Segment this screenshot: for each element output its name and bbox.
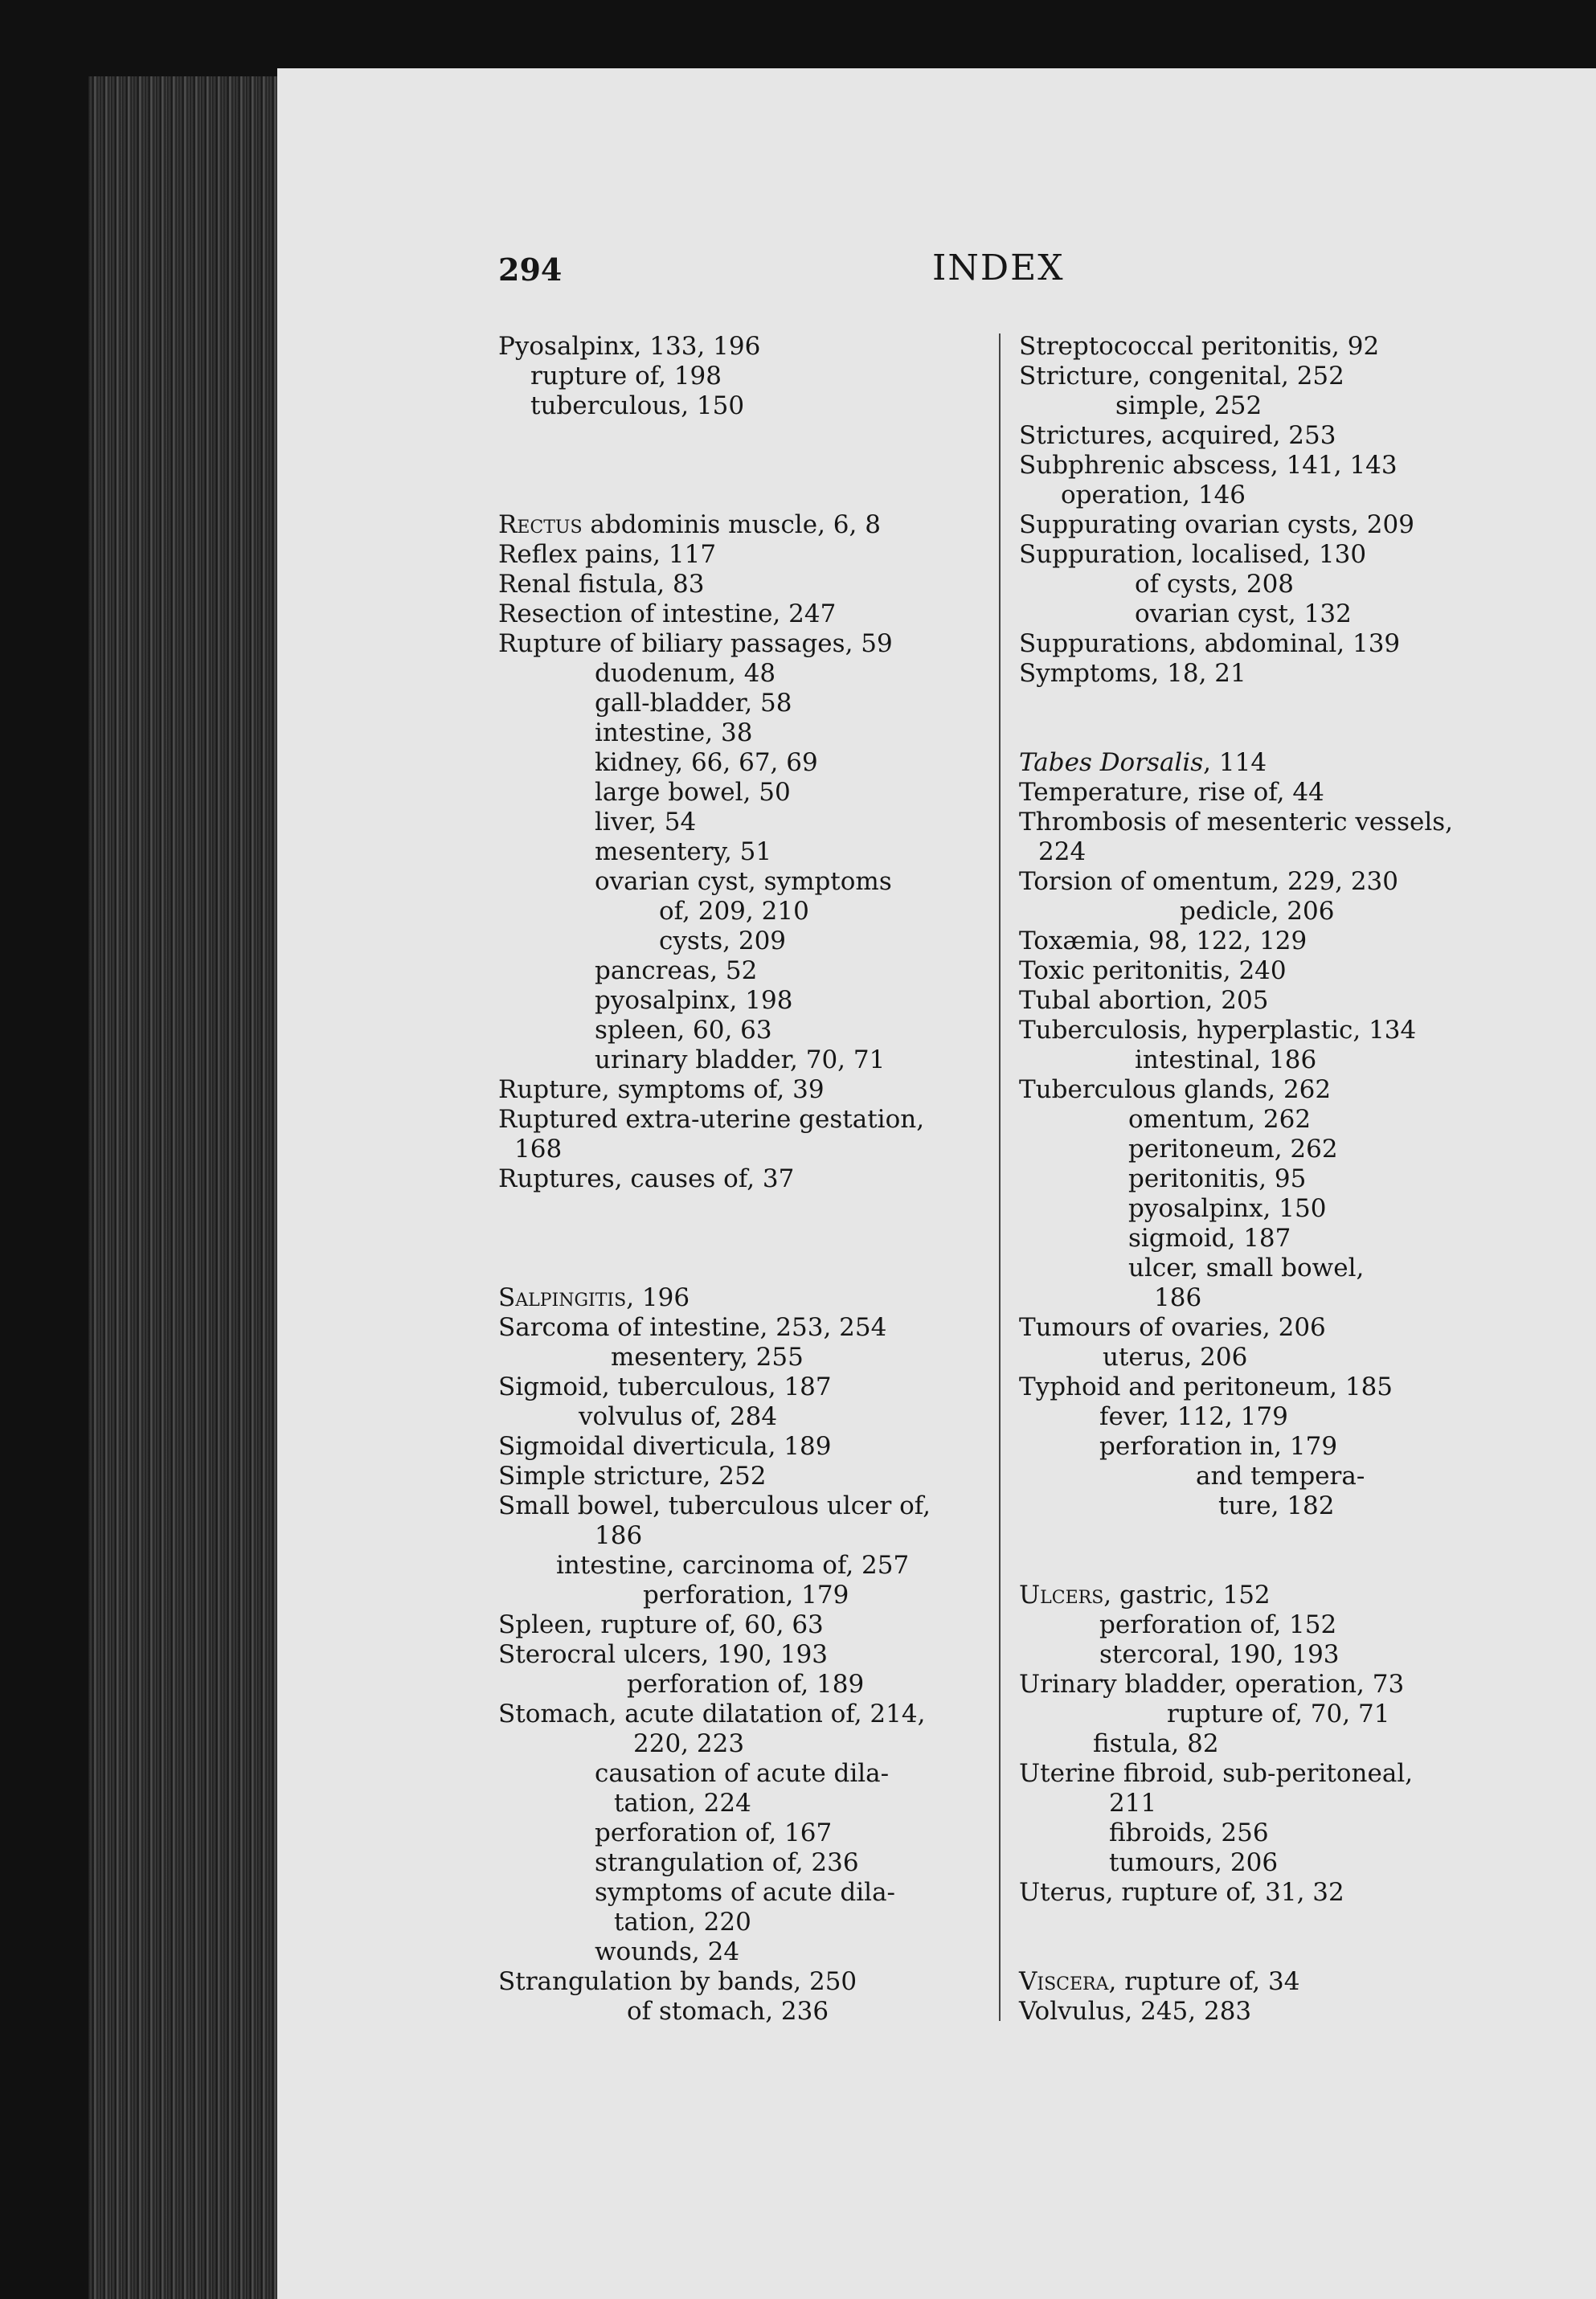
index-column-left [498, 332, 931, 2027]
index-entry: and tempera- [1196, 1462, 1365, 1491]
index-entry: Ruptures, causes of, 37 [498, 1164, 795, 1193]
index-entry: Salpingitis, 196 [498, 1283, 690, 1312]
index-entry [1019, 1937, 1453, 1967]
index-entry: Sarcoma of intestine, 253, 254 [498, 1313, 887, 1342]
index-entry: Strangulation by bands, 250 [498, 1967, 857, 1996]
index-entry: peritoneum, 262 [1128, 1135, 1338, 1164]
index-entry [498, 481, 931, 510]
index-entry: Uterine fibroid, sub-peritoneal, [1019, 1759, 1414, 1788]
index-entry: 211 [1109, 1789, 1157, 1818]
index-entry: Thrombosis of mesenteric vessels, [1019, 808, 1454, 837]
index-entry: 168 [514, 1135, 563, 1164]
index-entry: intestinal, 186 [1135, 1045, 1317, 1074]
index-entry: 186 [1154, 1283, 1202, 1312]
index-entry: uterus, 206 [1103, 1343, 1248, 1372]
index-entry: Ruptured extra-uterine gestation, [498, 1105, 925, 1134]
index-entry: Tumours of ovaries, 206 [1019, 1313, 1326, 1342]
index-entry: tumours, 206 [1109, 1848, 1279, 1877]
index-entry: pyosalpinx, 150 [1128, 1194, 1327, 1223]
index-entry: large bowel, 50 [595, 778, 791, 807]
index-entry [498, 451, 931, 481]
index-entry: intestine, 38 [595, 718, 753, 747]
index-entry: Tuberculosis, hyperplastic, 134 [1019, 1016, 1417, 1045]
index-entry: Urinary bladder, operation, 73 [1019, 1670, 1405, 1699]
index-entry: pedicle, 206 [1180, 897, 1335, 926]
index-entry: ovarian cyst, 132 [1135, 599, 1352, 628]
index-entry [1019, 689, 1453, 718]
index-entry: rupture of, 198 [530, 362, 722, 391]
index-entry: tation, 224 [614, 1789, 751, 1818]
index-entry: tation, 220 [614, 1908, 751, 1937]
index-entry: perforation, 179 [643, 1581, 849, 1610]
index-entry: Sigmoidal diverticula, 189 [498, 1432, 832, 1461]
index-entry: Viscera, rupture of, 34 [1019, 1967, 1300, 1996]
index-entry: peritonitis, 95 [1128, 1164, 1307, 1193]
index-entry: Suppurations, abdominal, 139 [1019, 629, 1401, 658]
index-entry: intestine, carcinoma of, 257 [556, 1551, 910, 1580]
index-entry: Rupture, symptoms of, 39 [498, 1075, 825, 1104]
index-entry [1019, 1908, 1453, 1937]
index-entry: perforation of, 189 [627, 1670, 865, 1699]
index-entry: Reflex pains, 117 [498, 540, 717, 569]
index-entry: 186 [595, 1521, 643, 1550]
index-entry: Tabes Dorsalis, 114 [1019, 748, 1267, 777]
index-entry: Stricture, congenital, 252 [1019, 362, 1344, 391]
running-head: INDEX [932, 247, 1065, 288]
index-entry: Toxæmia, 98, 122, 129 [1019, 927, 1307, 955]
index-entry [498, 1224, 931, 1254]
index-entry: Resection of intestine, 247 [498, 599, 837, 628]
index-entry: perforation in, 179 [1099, 1432, 1338, 1461]
index-entry: urinary bladder, 70, 71 [595, 1045, 886, 1074]
index-entry: causation of acute dila- [595, 1759, 890, 1788]
index-entry [1019, 1521, 1453, 1551]
index-entry: Typhoid and peritoneum, 185 [1019, 1372, 1393, 1401]
index-entry: perforation of, 167 [595, 1818, 833, 1847]
index-entry [498, 1254, 931, 1283]
index-entry: Toxic peritonitis, 240 [1019, 956, 1287, 985]
index-entry: Small bowel, tuberculous ulcer of, [498, 1491, 931, 1520]
index-entry: Sigmoid, tuberculous, 187 [498, 1372, 832, 1401]
index-entry: kidney, 66, 67, 69 [595, 748, 818, 777]
index-entry: 224 [1038, 837, 1087, 866]
index-entry: perforation of, 152 [1099, 1610, 1337, 1639]
index-entry: Suppuration, localised, 130 [1019, 540, 1367, 569]
index-entry: of stomach, 236 [627, 1997, 829, 2026]
index-entry: Tuberculous glands, 262 [1019, 1075, 1332, 1104]
index-entry: pyosalpinx, 198 [595, 986, 793, 1015]
index-entry [498, 1194, 931, 1224]
index-entry: sigmoid, 187 [1128, 1224, 1291, 1253]
index-entry: stercoral, 190, 193 [1099, 1640, 1340, 1669]
index-entry: Torsion of omentum, 229, 230 [1019, 867, 1398, 896]
index-entry: Renal fistula, 83 [498, 570, 705, 599]
index-entry: duodenum, 48 [595, 659, 776, 688]
index-entry: fibroids, 256 [1109, 1818, 1269, 1847]
index-entry: Ulcers, gastric, 152 [1019, 1581, 1271, 1610]
book-spine-edge [88, 76, 281, 2299]
index-entry: fever, 112, 179 [1099, 1402, 1288, 1431]
index-column-right [1019, 332, 1453, 2027]
index-entry [1019, 1551, 1453, 1581]
index-entry: of cysts, 208 [1135, 570, 1295, 599]
index-entry: wounds, 24 [595, 1937, 740, 1966]
index-entry: mesentery, 255 [611, 1343, 804, 1372]
index-entry: mesentery, 51 [595, 837, 772, 866]
index-entry: Strictures, acquired, 253 [1019, 421, 1336, 450]
index-entry: spleen, 60, 63 [595, 1016, 772, 1045]
index-entry: operation, 146 [1061, 481, 1246, 509]
index-entry: ovarian cyst, symptoms [595, 867, 892, 896]
index-entry: Tubal abortion, 205 [1019, 986, 1269, 1015]
index-entry: Pyosalpinx, 133, 196 [498, 332, 761, 361]
index-entry: Streptococcal peritonitis, 92 [1019, 332, 1380, 361]
index-entry: ulcer, small bowel, [1128, 1254, 1365, 1282]
index-entry: of, 209, 210 [659, 897, 809, 926]
index-entry: Sterocral ulcers, 190, 193 [498, 1640, 829, 1669]
index-entry: Temperature, rise of, 44 [1019, 778, 1324, 807]
index-entry: gall-bladder, 58 [595, 689, 792, 718]
column-divider [999, 333, 1001, 2021]
index-entry: Stomach, acute dilatation of, 214, [498, 1700, 926, 1728]
index-entry: Simple stricture, 252 [498, 1462, 767, 1491]
index-entry: volvulus of, 284 [579, 1402, 778, 1431]
index-entry: Subphrenic abscess, 141, 143 [1019, 451, 1398, 480]
index-entry: tuberculous, 150 [530, 391, 745, 420]
index-entry: Symptoms, 18, 21 [1019, 659, 1246, 688]
index-entry: symptoms of acute dila- [595, 1878, 896, 1907]
page-number: 294 [498, 252, 563, 288]
index-entry: rupture of, 70, 71 [1167, 1700, 1390, 1728]
index-entry: Volvulus, 245, 283 [1019, 1997, 1252, 2026]
index-entry: liver, 54 [595, 808, 697, 837]
index-entry: Uterus, rupture of, 31, 32 [1019, 1878, 1344, 1907]
index-entry: strangulation of, 236 [595, 1848, 859, 1877]
index-entry: 220, 223 [633, 1729, 745, 1758]
index-entry: Spleen, rupture of, 60, 63 [498, 1610, 824, 1639]
index-entry: ture, 182 [1218, 1491, 1335, 1520]
index-entry: Rectus abdominis muscle, 6, 8 [498, 510, 881, 539]
index-entry: omentum, 262 [1128, 1105, 1312, 1134]
index-entry: fistula, 82 [1093, 1729, 1219, 1758]
index-entry: cysts, 209 [659, 927, 787, 955]
index-entry: pancreas, 52 [595, 956, 758, 985]
index-entry: Rupture of biliary passages, 59 [498, 629, 893, 658]
index-entry: simple, 252 [1115, 391, 1262, 420]
index-entry [1019, 718, 1453, 748]
index-entry: Suppurating ovarian cysts, 209 [1019, 510, 1414, 539]
index-entry [498, 421, 931, 451]
